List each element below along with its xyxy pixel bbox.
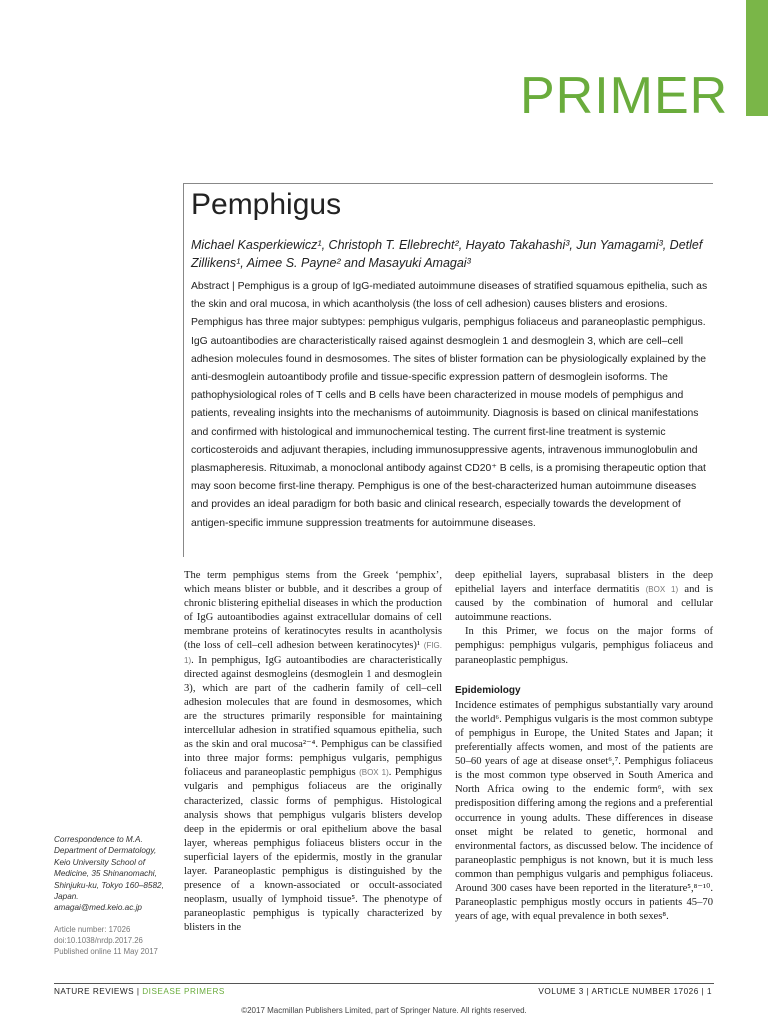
correspondence-email[interactable]: amagai@med.keio.ac.jp [54,903,142,913]
body-paragraph [184,569,442,935]
body-text: The term pemphigus stems from the Greek ‘pemphix’, which means blister or bubble, and it describes a group of chronic blistering epithelial diseases in which the production of IgG autoantibodies against extracellular domains of cell membrane proteins of keratinocytes results in acantholysis (the loss of cell–cell adhesion between keratinocytes)¹ [184,570,442,652]
article-meta [54,924,179,957]
published-date: Published online 11 May 2017 [54,947,158,956]
body-paragraph [455,569,713,625]
body-text: . In pemphigus, IgG autoantibodies are characteristically directed against desmogleins (desmoglein 1 and desmoglein 3), which are part of the cadherin family of cell–cell adhesion molecules that are found in desmosomes, which are the structures primarily responsible for maintaining intercellular adhesion in stratified squamous epithelia, such as the skin and oral mucosa²⁻⁴. Pemphigus can be classified into three major forms: pemphigus vulgaris, pemphigus foliaceus and paraneoplastic pemphigus [184,654,442,779]
author-list: Michael Kasperkiewicz¹, Christoph T. Ellebrecht², Hayato Takahashi³, Jun Yamagami³, Detlef Zillikens¹, Aimee S. Payne² and Masayuki Amagai³ [191,238,703,270]
section-label: PRIMER [520,67,729,125]
box-reference[interactable]: (BOX 1) [359,768,389,778]
body-text: . Pemphigus vulgaris and pemphigus foliaceus are the originally characterized, classic forms of pemphigus. Histological analysis shows that pemphigus vulgaris blisters develop deep in the epidermis or oral epithelium above the basal layer, whereas pemphigus foliaceus blisters occur in the superficial layers of the epidermis, mostly in the granular layer. Paraneoplastic pemphigus is distinguished by the presence of a known-associated or occult-associated neoplasm, usually of lymphoid tissue⁵. The phenotype of paraneoplastic pemphigus is typically characterized by blisters in the [184,767,442,934]
footer-rule [54,983,714,984]
title-rule [183,183,713,184]
journal-series: DISEASE PRIMERS [142,987,225,996]
body-column-left [184,569,442,935]
doi-link[interactable]: doi:10.1038/nrdp.2017.26 [54,936,143,945]
body-paragraph: Incidence estimates of pemphigus substantially vary around the world⁶. Pemphigus vulgaris is the most common subtype of pemphigus in Europe, the United States and Japan; it preferentially affects women, and most of the patients are 50–60 years of age at disease onset⁶,⁷. Pemphigus foliaceus is the most common type observed in South America and North Africa owing to the endemic form⁶, with sex predisposition differing among the regions and a preferential occurrence in young adults. These differences in disease onset might be related to genetic, hormonal and environmental factors, as discussed below. The incidence of paraneoplastic pemphigus is not known, but it is much less common than pemphigus vulgaris and pemphigus foliaceus. Around 300 cases have been reported in the literature⁵,⁸⁻¹⁰. Paraneoplastic pemphigus mostly occurs in patients 45–70 years of age, with equal prevalence in both sexes⁸. [455,699,713,923]
section-heading-epidemiology: Epidemiology [455,684,521,696]
copyright-notice: ©2017 Macmillan Publishers Limited, part of Springer Nature. All rights reserved. [241,1006,527,1015]
journal-name: NATURE REVIEWS | [54,987,143,996]
figure-reference[interactable]: (FIG. 1) [184,641,442,665]
body-paragraph: In this Primer, we focus on the major forms of pemphigus: pemphigus vulgaris, pemphigus foliaceus and paraneoplastic pemphigus. [455,626,713,666]
abstract: Abstract | Pemphigus is a group of IgG-mediated autoimmune diseases of stratified squamous epithelia, such as the skin and oral mucosa, in which acantholysis (the loss of cell adhesion) causes blisters and erosions. Pemphigus has three major subtypes: pemphigus vulgaris, pemphigus foliaceus and paraneoplastic pemphigus. IgG autoantibodies are characteristically raised against desmoglein 1 and desmoglein 3, which are cell–cell adhesion molecules found in desmosomes. The sites of blister formation can be physiologically explained by the anti-desmoglein autoantibody profile and tissue-specific expression pattern of desmoglein isoforms. The pathophysiological roles of T cells and B cells have been characterized in mouse models of pemphigus and patients, revealing insights into the mechanisms of autoimmunity. Diagnosis is based on clinical manifestations and confirmed with histological and immunochemical testing. The current first-line treatment is systemic corticosteroids and adjuvant therapies, including immunosuppressive agents, intravenous immunoglobulin and plasmapheresis. Rituximab, a monoclonal antibody against CD20⁺ B cells, is a promising therapeutic option that may soon become first-line therapy. Pemphigus is one of the best-characterized human autoimmune diseases and provides an ideal paradigm for both basic and clinical research, especially towards the development of antigen-specific immune suppression treatments for autoimmune diseases. [191,281,708,529]
footer-journal [54,987,225,996]
correspondence-address: Correspondence to M.A. Department of Dermatology, Keio University School of Medicine, 35 Shinanomachi, Shinjuku-ku, Tokyo 160–8582, Japan. [54,835,164,902]
box-reference[interactable]: (BOX 1) [645,585,679,595]
article-title: Pemphigus [191,188,342,221]
footer-volume: VOLUME 3 | ARTICLE NUMBER 17026 | 1 [538,987,712,996]
title-vertical-rule [183,183,184,557]
correspondence [54,834,174,914]
body-text: and is caused by the combination of humoral and cellular autoimmune reactions. [455,584,713,624]
accent-bar [746,0,768,116]
body-column-right [455,569,713,924]
article-number: Article number: 17026 [54,925,131,934]
body-text: deep epithelial layers, suprabasal blisters in the deep epithelial layers and interface dermatitis [455,570,713,596]
